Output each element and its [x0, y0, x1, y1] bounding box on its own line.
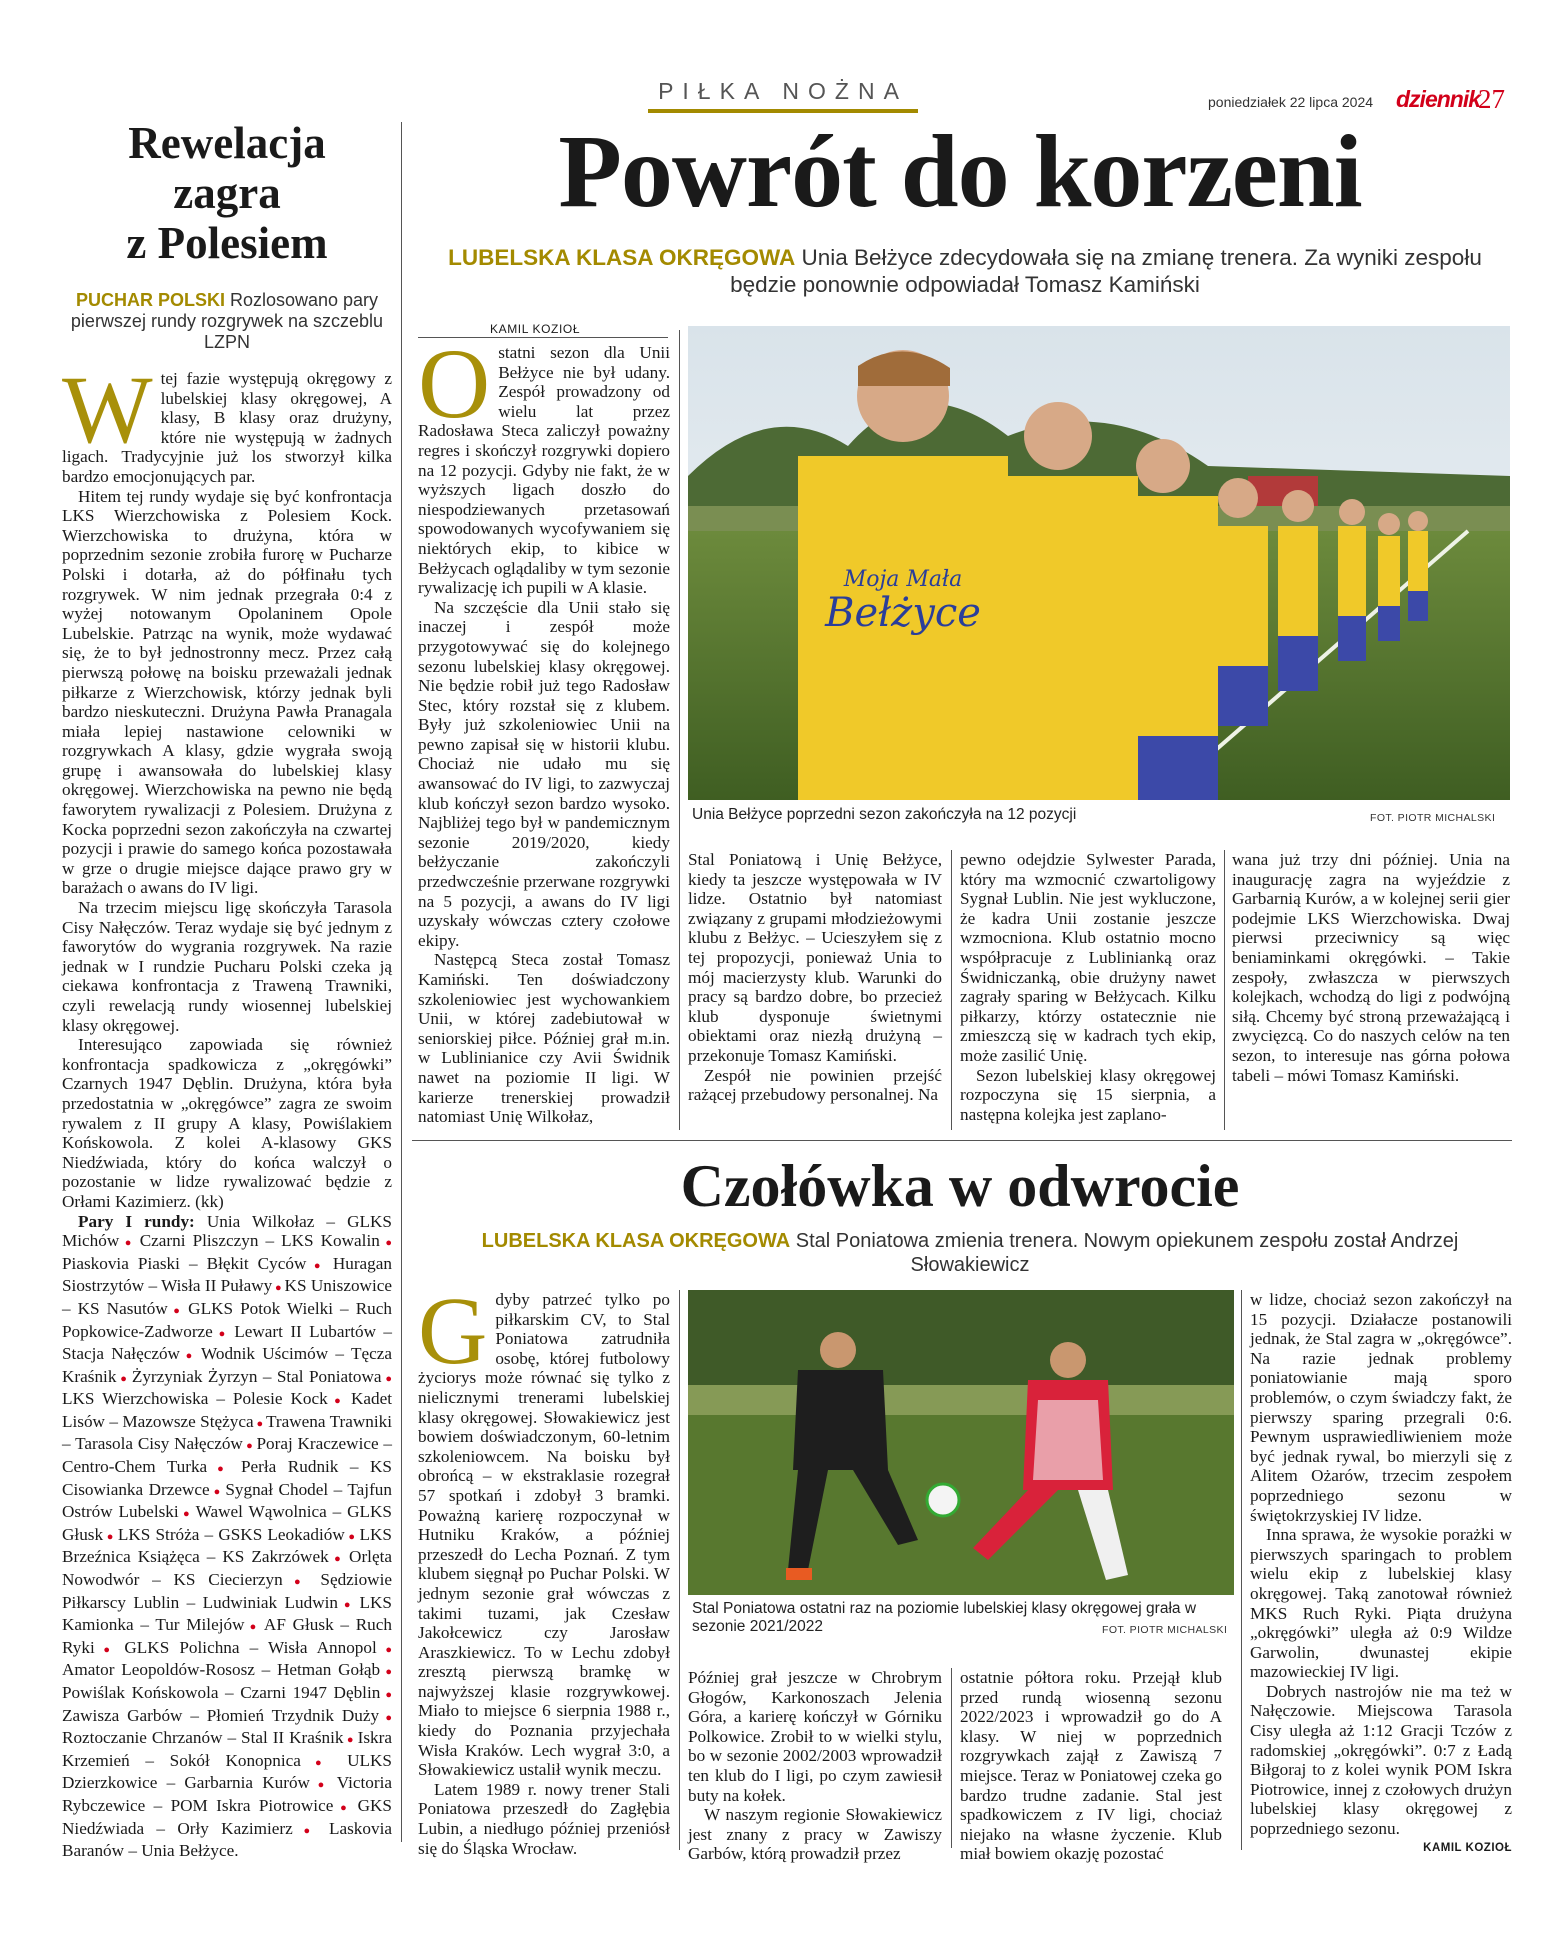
ball	[927, 1484, 959, 1516]
column-divider	[401, 122, 402, 1842]
second-col-4	[1250, 1290, 1512, 1858]
pair-item: Poraj Kraczewice – Centro-Chem Turka	[62, 1434, 392, 1477]
pairs-label: Pary I rundy:	[78, 1211, 195, 1231]
paragraph: Na szczęście dla Unii stało się inaczej i zespół może przygotowywać się do kolejnego sezonu lubelskiej klasy okręgowej. Nie będzie robił już tego Radosław Stec, który rozstał się z klubem. Były już szkoleniowiec Unii na pewno zapisał się w historii klubu. Chociaż nie udało mu się awansować do IV ligi, to zazwyczaj klub kończył sezon bardzo wysoko. Najbliżej tego był w pandemicznym sezonie 2019/2020, kiedy bełżyczanie zakończyli przedwcześnie przerwane rozgrywki na 5 pozycji, a awans do IV ligi uzyskały wówczas cztery czołowe ekipy.	[418, 597, 670, 950]
pair-item: Czarni Pliszczyn – LKS Kowalin	[139, 1231, 380, 1251]
paragraph: Później grał jeszcze w Chrobrym Głogów, Karkonoszach Jelenia Góra, a karierę kończył w Górniku Polkowice. Zrobił to w wielki stylu, bo w sezonie 2002/2003 wprowadził ten klub do I ligi, po czym zawiesił buty na kołek.	[688, 1668, 942, 1805]
paragraph: Zespół nie powinien przejść rażącej przebudowy personalnej. Na	[688, 1065, 942, 1105]
match-photo	[688, 1290, 1234, 1595]
bullet-dot: ●	[379, 1237, 392, 1250]
section-label: PIŁKA NOŻNA	[658, 78, 908, 104]
main-kicker: LUBELSKA KLASA OKRĘGOWA	[448, 245, 796, 270]
pair-item: Żyrzyniak Żyrzyn – Stal Poniatowa	[131, 1366, 382, 1386]
column-divider	[1224, 850, 1225, 1130]
paragraph: dyby patrzeć tylko po piłkarskim CV, to Stal Poniatowa zatrudniła osobę, której futbolowy życiorys może równać się tylko z nielicznymi trenerami lubelskiej klasy okręgowej. Słowakiewicz jest bowiem doświadczonym, 60-letnim szkoleniowcem. Na boisku był obrońcą – w ekstraklasie rozegrał 57 spotkań i zdobył 3 bramki. Poważną karierę rozpoczynał w Hutniku Kraków, a później przeszedł do Lecha Poznań. Z tym klubem sięgnął po Puchar Polski. W jednym sezonie grał wówczas z takimi tuzami, jak Czesław Jakołcewicz czy Jarosław Araszkiewicz. To w Lechu zdobył zresztą pierwszą bramkę w najwyższej klasie rozgrywkowej. Miało to miejsce 6 sierpnia 1988 r., kiedy do Poznania przyjechała Wisła Kraków. Lech wygrał 3:0, a Słowakiewicz ustalił wynik meczu.	[418, 1290, 670, 1780]
team-photo	[688, 326, 1510, 800]
main-article-title: Powrót do korzeni	[558, 114, 1362, 229]
second-author: KAMIL KOZIOŁ	[1423, 1841, 1512, 1854]
paragraph: pewno odejdzie Sylwester Parada, który ma wzmocnić czwartoligowy Sygnał Lublin. Nie jest wykluczone, że kadra Unii zostanie jeszcze wzmocniona. Klub ostatnio mocno współpracuje z Lublinianką oraz Świdniczanką, obie drużyny nawet zagrały sparing w Bełżycach. Kilku piłkarzy, którzy ostatecznie nie zmieszczą się w kadrach tych ekip, może zasilić Unię.	[960, 850, 1216, 1065]
pair-item: Powiślak Końskowola – Czarni 1947 Dęblin	[62, 1683, 381, 1702]
bullet-dot: ●	[209, 1485, 226, 1498]
column-divider	[679, 330, 680, 1130]
second-kicker: LUBELSKA KLASA OKRĘGOWA	[481, 1230, 791, 1252]
bullet-dot: ●	[376, 1643, 392, 1656]
left-lead-text: Rozlosowano pary pierwszej rundy rozgrywek na szczeblu LZPN	[70, 290, 384, 352]
bullet-dot: ●	[328, 1553, 350, 1566]
pair-item: Wawel Wąwolnica – GLKS Głusk	[62, 1502, 392, 1544]
match-photo-credit: FOT. PIOTR MICHALSKI	[1102, 1624, 1228, 1636]
paragraph: Hitem tej rundy wydaje się być konfrontacja LKS Wierzchowiska z Polesiem Kock. Wierzchowiska to drużyna, która w poprzednim sezonie zrobiła furorę w Pucharze Polski i dotarła, aż do półfinału tych rozgrywek. W nim jednak przegrała 0:4 z wyżej notowanym Opolaninem Opole Lubelskie. Patrząc na wynik, może wydawać się, że to był jednostronny mecz. Przez całą pierwszą połowę na boisku przeważali jednak piłkarze z Wierzchowisk, którzy jednak byli bardzo nieskuteczni. Drużyna Pawła Pranagala miała lepiej nastawione celowniki w rozgrywkach A klasy, gdzie wygrała swoją grupę i awansowała do lubelskiej klasy okręgowej. Wierzchowiska na pewno nie będą faworytem rywalizacji z Polesiem. Drużyna z Kocka poprzedni sezon zakończyła na czwartej pozycji i prawie do samego końca pozostawała w grze o drugie miejsce dające prawo gry w barażach o awans do IV ligi.	[62, 486, 392, 898]
paragraph: ostatnie półtora roku. Przejął klub przed rundą wiosenną sezonu 2022/2023 i wprowadził go do A klasy. W niej w poprzednich rozgrywkach zajął z Zawiszą 7 miejsce. Teraz w Poniatowej czeka go bardzo trudne zadanie. Stal jest spadkowiczem z IV ligi, chociaż niejako na własne życzenie. Klub miał bowiem okazję pozostać	[960, 1668, 1222, 1864]
paragraph: w lidze, chociaż sezon zakończył na 15 pozycji. Działacze postanowili jednak, że Stal zagra w „okręgówce”. Na razie jednak problemy poniatowianie mają sporo problemów, o czym świadczy fakt, że pierwszy sparing przegrali 0:6. Pewnym usprawiedliwieniem może być jednak rywal, bo mierzyli się z Alitem Ożarów, trzecim zespołem poprzedniego sezonu w świętokrzyskiej IV lidze.	[1250, 1290, 1512, 1525]
pair-item: Roztoczanie Chrzanów – Stal II Kraśnik	[62, 1728, 344, 1748]
main-article-lead	[420, 244, 1510, 298]
paragraph: W naszym regionie Słowakiewicz jest znany z pracy w Zawiszy Garbów, którą prowadził przez	[688, 1805, 942, 1864]
pair-item: LKS Kamionka – Tur Milejów	[62, 1592, 392, 1635]
bullet-dot: ●	[292, 1824, 329, 1837]
match-photo-illustration	[688, 1290, 1234, 1595]
left-article-title	[62, 118, 392, 268]
paragraph: Interesująco zapowiada się również konfrontacja spadkowicza z „okręgówki” Czarnych 1947 Dęblin. Drużyna, która była przedostatnia w „okręgówce” zagra ze swoim rywalem z II grupy A klasy, Powiślakiem Końskowola. Z kolei A-klasowy GKS Niedźwiada, który do końca walczył o pozostanie w lidze rywalizować będzie z Orłami Kazimierz. (kk)	[62, 1035, 392, 1211]
pair-item: KS Uniszowice – KS Nasutów	[62, 1276, 392, 1318]
pair-item: Huragan Siostrzytów – Wisła II Puławy	[62, 1253, 392, 1296]
paragraph: Sezon lubelskiej klasy okręgowej rozpoczyna się 15 sierpnia, a następna kolejka jest zaplano-	[960, 1065, 1216, 1124]
pair-item: AF Głusk – Ruch Ryki	[62, 1615, 392, 1657]
left-title-line: zagra	[173, 168, 281, 218]
column-divider	[1241, 1290, 1242, 1850]
second-col-1	[418, 1277, 670, 1858]
paragraph: statni sezon dla Unii Bełżyce nie był udany. Zespół prowadzony od wielu lat przez Radosława Steca zaliczył poważny regres i skończył rozgrywki dopiero na 12 pozycji. Gdyby nie fakt, że w wyższych ligach doszło do niespodziewanych przetasowań spowodowanych wycofywaniem się niektórych ekip, to kibice w Bełżycach oglądaliby w tym sezonie rywalizację ich pupili w A klasie.	[418, 343, 670, 598]
left-kicker: PUCHAR POLSKI	[75, 290, 225, 310]
pair-item: Lewart II Lubartów – Stacja Nałęczów	[62, 1321, 392, 1364]
left-article-lead	[62, 290, 392, 353]
pair-item: Sędziowie Piłkarscy Lublin – Ludwiniak Ludwin	[62, 1570, 392, 1612]
left-title-line: z Polesiem	[126, 218, 328, 268]
pair-item: GLKS Polichna – Wisła Annopol	[124, 1637, 377, 1657]
shirt-text: Bełżyce	[825, 590, 981, 636]
pair-item: Unia Wilkołaz – GLKS Michów	[62, 1211, 392, 1251]
pair-item: LKS Brzeźnica Książęca – KS Zakrzówek	[62, 1524, 392, 1567]
pairs-list	[62, 1212, 392, 1861]
main-col-2	[688, 850, 942, 1105]
bullet-dot: ●	[242, 1440, 257, 1453]
bullet-dot: ●	[103, 1530, 118, 1543]
bullet-dot: ●	[207, 1463, 241, 1476]
team-photo-illustration	[688, 326, 1510, 800]
bullet-dot: ●	[306, 1259, 333, 1272]
bullet-dot: ●	[167, 1304, 189, 1317]
main-col-4	[1232, 850, 1510, 1085]
bullet-dot: ●	[381, 1372, 392, 1385]
left-article	[62, 118, 392, 1861]
paragraph: Następcą Steca został Tomasz Kamiński. Ten doświadczony szkoleniowiec jest wychowankiem Unii, w której zadebiutował w seniorskiej piłce. Później grał m.in. w Lublinianice czy Avii Świdnik nawet na poziomie II ligi. W karierze trenerskiej prowadził natomiast Unię Wilkołaz,	[418, 950, 670, 1127]
issue-date: poniedziałek 22 lipca 2024	[1208, 94, 1374, 110]
bullet-dot: ●	[94, 1643, 125, 1656]
bullet-dot: ●	[380, 1689, 392, 1701]
pair-item: Zawisza Garbów – Płomień Trzydnik Duży	[62, 1705, 380, 1725]
dropcap: W	[62, 356, 153, 463]
main-col-3	[960, 850, 1216, 1124]
pair-item: Orlęta Nowodwór – KS Ciecierzyn	[62, 1547, 392, 1590]
bullet-dot: ●	[212, 1327, 235, 1340]
bullet-dot: ●	[119, 1237, 140, 1250]
pair-item: ULKS Dzierzkowice – Garbarnia Kurów	[62, 1750, 392, 1793]
pair-item: Iskra Krzemień – Sokół Konopnica	[62, 1728, 392, 1770]
column-divider	[951, 850, 952, 1130]
pair-item: Victoria Rybczewice – POM Iskra Piotrowice	[62, 1773, 392, 1815]
left-title-line: Rewelacja	[128, 118, 326, 168]
pair-item: GKS Niedźwiada – Orły Kazimierz	[62, 1795, 392, 1838]
main-lead-text: Unia Bełżyce zdecydowała się na zmianę trenera. Za wyniki zespołu będzie ponownie odpowiadał Tomasz Kamiński	[730, 245, 1482, 297]
pair-item: Trawena Trawniki – Tarasola Cisy Nałęczów	[62, 1411, 392, 1454]
left-article-body	[62, 356, 392, 1861]
bullet-dot: ●	[272, 1282, 285, 1295]
column-divider	[679, 1290, 680, 1850]
bullet-dot: ●	[338, 1598, 360, 1611]
bullet-dot: ●	[282, 1576, 321, 1589]
second-article-title: Czołówka w odwrocie	[680, 1153, 1240, 1219]
paragraph: Dobrych nastrojów nie ma też w Nałęczowie. Miejscowa Tarasola Cisy uległa aż 1:12 Gracji Tczów z radomskiej „okręgówki”. 0:7 z Ładą Biłgoraj to z kolei wynik POM Iskra Piotrowice, innej z czołowych drużyn lubelskiej klasy okręgowej z poprzedniego sezonu.	[1250, 1681, 1512, 1839]
pair-item: Sygnał Chodel – Tajfun Ostrów Lubelski	[62, 1479, 392, 1522]
second-col-2	[688, 1668, 942, 1864]
dropcap: G	[418, 1277, 488, 1384]
bullet-dot: ●	[244, 1621, 264, 1634]
column-divider	[951, 1668, 952, 1848]
second-lead-text: Stal Poniatowa zmienia trenera. Nowym opiekunem zespołu został Andrzej Słowakiewicz	[795, 1230, 1459, 1276]
author-byline: KAMIL KOZIOŁ	[418, 322, 668, 338]
team-photo-credit: FOT. PIOTR MICHALSKI	[1370, 812, 1496, 824]
shirt-text: Moja Mała	[843, 567, 963, 592]
paragraph: wana już trzy dni później. Unia na inaugurację zagra na wyjeździe z Garbarnią Kurów, a w kolejnej serii gier podejmie LKS Wierzchowiska. Dwaj pierwsi przeciwnicy są więc beniaminkami okręgówki. – Takie zespoły, zwłaszcza w pierwszych kolejkach, wchodzą do ligi z podwójną siłą. Chcemy być stroną przeważającą i zwycięzcą. Co do naszych celów na ten sezon, to interesuje nas górna połowa tabeli – mówi Tomasz Kamiński.	[1232, 850, 1510, 1085]
bullet-dot: ●	[327, 1395, 351, 1408]
pair-item: GLKS Potok Wielki – Ruch Popkowice-Zadworze	[62, 1298, 392, 1341]
pair-item: Wodnik Uścimów – Tęcza Kraśnik	[62, 1344, 392, 1386]
pair-item: Piaskovia Piaski – Błękit Cyców	[62, 1253, 307, 1273]
pair-item: LKS Wierzchowiska – Polesie Kock	[62, 1389, 328, 1409]
paragraph: Stal Poniatową i Unię Bełżyce, kiedy ta jeszcze występowała w IV lidze. Ostatnio był natomiast związany z grupami młodzieżowymi klubu z Bełżyc. – Ucieszyłem się z tej propozycji, ponieważ Unia to mój macierzysty klub. Warunki do pracy są bardzo dobre, bo przecież klub dysponuje świetnymi obiektami oraz niezłą drużyną – przekonuje Tomasz Kamiński.	[688, 850, 942, 1065]
pair-item: Laskovia Baranów – Unia Bełżyce.	[62, 1818, 392, 1861]
paragraph: tej fazie występują okręgowy z lubelskiej klasy okręgowej, A klasy, B klasy oraz drużyny, które nie występują w żadnych ligach. Tradycyjnie już los stworzył kilka bardzo emocjonujących par.	[62, 369, 392, 486]
bullet-dot: ●	[116, 1372, 132, 1385]
pair-item: Amator Leopoldów-Rososz – Hetman Gołąb	[62, 1660, 381, 1680]
article-divider	[412, 1140, 1512, 1141]
bullet-dot: ●	[379, 1711, 392, 1724]
page-number: 27	[1478, 84, 1505, 114]
pair-item: Kadet Lisów – Mazowsze Stężyca	[62, 1389, 392, 1431]
second-col-3	[960, 1668, 1222, 1864]
bullet-dot: ●	[300, 1756, 348, 1769]
pair-item: Perła Rudnik – KS Cisowianka Drzewce	[62, 1457, 392, 1499]
bullet-dot: ●	[178, 1508, 196, 1521]
bullet-dot: ●	[343, 1734, 358, 1747]
team-photo-caption: Unia Bełżyce poprzedni sezon zakończyła na 12 pozycji	[692, 806, 1077, 823]
bullet-dot: ●	[380, 1666, 392, 1679]
brand-logo: dziennik	[1396, 86, 1481, 112]
paragraph: Na trzecim miejscu ligę skończyła Tarasola Cisy Nałęczów. Teraz wydaje się być jednym z faworytów do wygrania rozgrywek. Na razie jednak w I rundzie Pucharu Polski czeka ją ciekawa konfrontacja z Traweną Trawniki, czyli rewelacją rundy wiosennej lubelskiej klasy okręgowej.	[62, 898, 392, 1035]
bullet-dot: ●	[333, 1801, 358, 1814]
bullet-dot: ●	[309, 1779, 337, 1792]
second-article-lead	[440, 1229, 1500, 1277]
bullet-dot: ●	[179, 1350, 202, 1363]
paragraph: Inna sprawa, że wysokie porażki w pierwszych sparingach to problem wielu ekip z lubelskiej klasy okręgowej. Taką zanotował również MKS Ruch Ryki. Piąta drużyna „okręgówki” uległa aż 0:9 Wildze Garwolin, dwunastej ekipie mazowieckiej IV ligi.	[1250, 1525, 1512, 1682]
pair-item: LKS Stróża – GSKS Leokadiów	[117, 1524, 345, 1544]
bullet-dot: ●	[344, 1530, 360, 1543]
paragraph: Latem 1989 r. nowy trener Stali Poniatowa przeszedł do Zagłębia Lubin, a niedługo później przeniósł się do Śląska Wrocław.	[418, 1779, 670, 1858]
bullet-dot: ●	[253, 1417, 267, 1430]
match-photo-caption: Stal Poniatowa ostatni raz na poziomie lubelskiej klasy okręgowej grała w sezonie 2021/2022	[692, 1600, 1197, 1635]
dropcap: O	[418, 328, 491, 439]
